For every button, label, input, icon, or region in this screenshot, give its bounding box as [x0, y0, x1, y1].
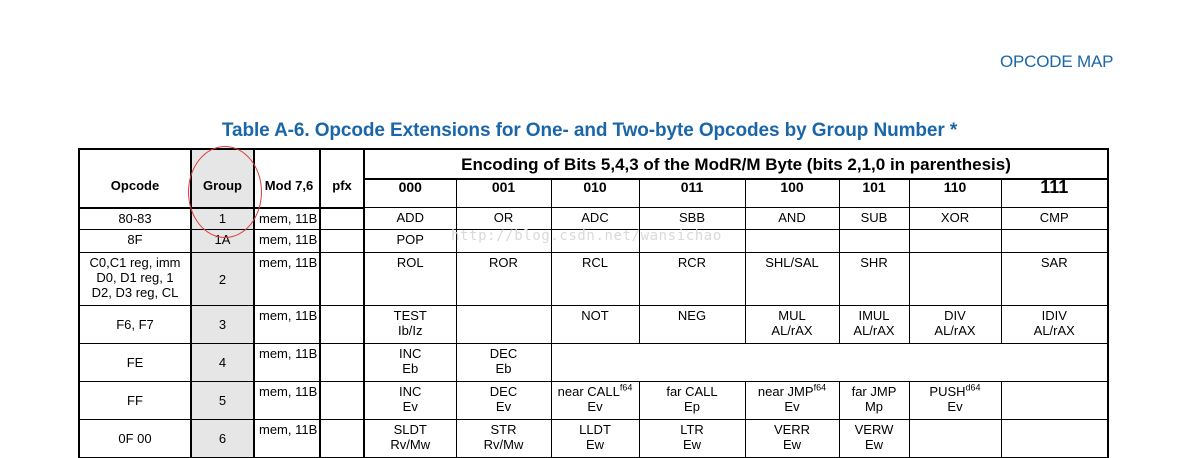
encoding-cell: IMUL AL/rAX	[839, 306, 909, 344]
table-row	[79, 344, 1108, 382]
encoding-cell: INC Eb	[364, 344, 456, 382]
opcode-cell: 8F	[79, 230, 191, 253]
group-cell: 1	[191, 208, 254, 230]
pfx-cell	[320, 208, 364, 230]
pfx-cell	[320, 382, 364, 420]
encoding-cell: POP	[364, 230, 456, 253]
bits-header-100: 100	[745, 179, 839, 208]
encoding-cell: near $JMP^{f64}$ Ev	[745, 382, 839, 420]
encoding-cell	[1001, 230, 1108, 253]
encoding-cell-empty-span	[551, 344, 1108, 382]
encoding-cell: VERW Ew	[839, 420, 909, 458]
encoding-cell	[1001, 420, 1108, 458]
bits-header-111: 111	[1001, 179, 1108, 208]
encoding-cell: STR Rv/Mw	[456, 420, 551, 458]
opcode-cell: F6, F7	[79, 306, 191, 344]
table-caption: Table A-6. Opcode Extensions for One- and Two-byte Opcodes by Group Number *	[221, 120, 958, 141]
pfx-cell	[320, 253, 364, 306]
encoding-cell: SAR	[1001, 253, 1108, 306]
pfx-cell	[320, 230, 364, 253]
encoding-cell	[909, 253, 1001, 306]
encoding-cell: far CALL Ep	[639, 382, 745, 420]
encoding-cell: DIV AL/rAX	[909, 306, 1001, 344]
mod-cell: mem, 11B	[254, 253, 320, 306]
group-cell: 1A	[191, 230, 254, 253]
bits-header-010: 010	[551, 179, 639, 208]
bits-header-101: 101	[839, 179, 909, 208]
mod-cell: mem, 11B	[254, 208, 320, 230]
encoding-cell: far JMP Mp	[839, 382, 909, 420]
encoding-cell: TEST Ib/Iz	[364, 306, 456, 344]
col-header-pfx: pfx	[320, 149, 364, 208]
encoding-cell	[909, 230, 1001, 253]
encoding-cell	[456, 306, 551, 344]
encoding-cell: OR	[456, 208, 551, 230]
group-cell: 4	[191, 344, 254, 382]
encoding-cell: MUL AL/rAX	[745, 306, 839, 344]
mod-cell: mem, 11B	[254, 420, 320, 458]
bits-header-110: 110	[909, 179, 1001, 208]
encoding-header: Encoding of Bits 5,4,3 of the ModR/M Byte (bits 2,1,0 in parenthesis)	[364, 149, 1108, 179]
pfx-cell	[320, 420, 364, 458]
encoding-cell	[839, 230, 909, 253]
encoding-cell: RCL	[551, 253, 639, 306]
encoding-cell: SLDT Rv/Mw	[364, 420, 456, 458]
table-row	[79, 382, 1108, 420]
pfx-cell	[320, 344, 364, 382]
bits-header-011: 011	[639, 179, 745, 208]
table-row	[79, 420, 1108, 458]
pfx-cell	[320, 306, 364, 344]
encoding-cell: ROR	[456, 253, 551, 306]
encoding-cell	[909, 420, 1001, 458]
opcode-cell: C0,C1 reg, imm D0, D1 reg, 1 D2, D3 reg, CL	[79, 253, 191, 306]
mod-cell: mem, 11B	[254, 344, 320, 382]
encoding-cell: SBB	[639, 208, 745, 230]
opcode-cell: 80-83	[79, 208, 191, 230]
encoding-cell: IDIV AL/rAX	[1001, 306, 1108, 344]
mod-cell: mem, 11B	[254, 382, 320, 420]
col-header-group: Group	[191, 149, 254, 208]
group-cell: 3	[191, 306, 254, 344]
encoding-cell: INC Ev	[364, 382, 456, 420]
encoding-cell: SUB	[839, 208, 909, 230]
annotation-circle	[188, 146, 262, 238]
encoding-cell	[745, 230, 839, 253]
encoding-cell: NOT	[551, 306, 639, 344]
section-header: OPCODE MAP	[1000, 52, 1114, 71]
encoding-cell: LTR Ew	[639, 420, 745, 458]
encoding-cell: ADD	[364, 208, 456, 230]
opcode-cell: 0F 00	[79, 420, 191, 458]
encoding-cell: LLDT Ew	[551, 420, 639, 458]
bits-header-000: 000	[364, 179, 456, 208]
group-cell: 5	[191, 382, 254, 420]
mod-cell: mem, 11B	[254, 306, 320, 344]
mod-cell: mem, 11B	[254, 230, 320, 253]
encoding-cell: RCR	[639, 253, 745, 306]
table-row	[79, 253, 1108, 306]
encoding-cell: SHR	[839, 253, 909, 306]
encoding-cell: VERR Ew	[745, 420, 839, 458]
watermark: http://blog.csdn.net/wansichao	[451, 228, 722, 244]
encoding-cell: DEC Ev	[456, 382, 551, 420]
encoding-cell: near $CALL^{f64}$ Ev	[551, 382, 639, 420]
encoding-cell: ADC	[551, 208, 639, 230]
encoding-cell: DEC Eb	[456, 344, 551, 382]
encoding-cell: ROL	[364, 253, 456, 306]
bits-header-001: 001	[456, 179, 551, 208]
encoding-cell: NEG	[639, 306, 745, 344]
encoding-cell: XOR	[909, 208, 1001, 230]
group-cell: 2	[191, 253, 254, 306]
table-row	[79, 306, 1108, 344]
encoding-cell: SHL/SAL	[745, 253, 839, 306]
col-header-mod: Mod 7,6	[254, 149, 320, 208]
encoding-cell: $PUSH^{d64}$ Ev	[909, 382, 1001, 420]
col-header-opcode: Opcode	[79, 149, 191, 208]
encoding-cell: AND	[745, 208, 839, 230]
encoding-cell: CMP	[1001, 208, 1108, 230]
encoding-cell	[1001, 382, 1108, 420]
group-cell: 6	[191, 420, 254, 458]
opcode-cell: FF	[79, 382, 191, 420]
opcode-cell: FE	[79, 344, 191, 382]
